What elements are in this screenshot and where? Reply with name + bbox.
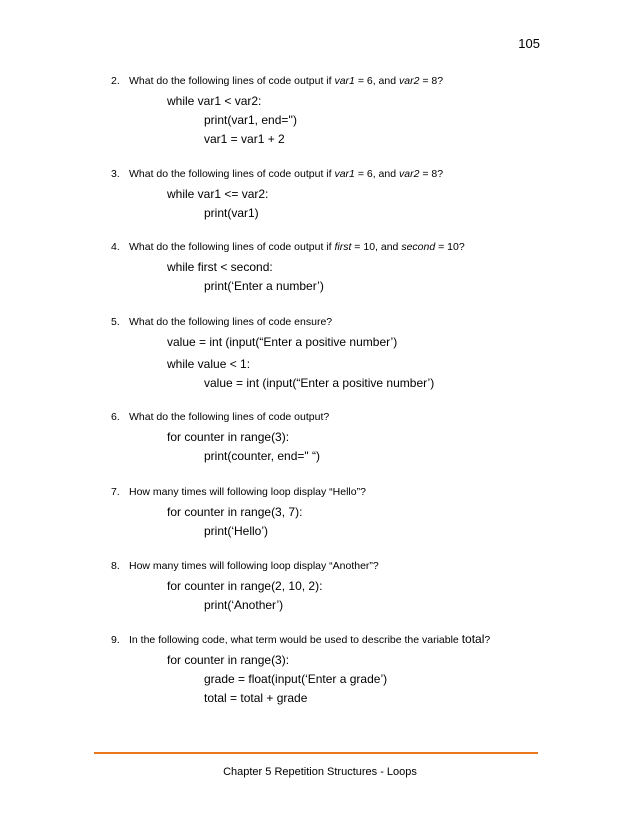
- code-line: print(var1, end=''): [204, 113, 297, 127]
- code-line: print(‘Hello’): [204, 524, 269, 538]
- code-block: [111, 92, 531, 149]
- question-text-part: = 6, and: [354, 75, 399, 87]
- variable-name: var1: [334, 75, 355, 87]
- question-text-part: = 6, and: [354, 168, 399, 180]
- code-line: print(‘Enter a number’): [204, 279, 324, 293]
- code-block: [111, 258, 531, 296]
- code-block: [111, 577, 531, 615]
- code-line: print(var1): [204, 206, 259, 220]
- question-number: 3.: [111, 168, 120, 180]
- question-text-part: How many times will following loop display “Hello”?: [129, 486, 366, 498]
- question-number: 7.: [111, 486, 120, 498]
- question-text-part: What do the following lines of code output if: [129, 168, 335, 180]
- code-block: [111, 185, 531, 223]
- code-block: [111, 503, 531, 541]
- question-text: [111, 240, 531, 254]
- variable-name: var2: [398, 75, 420, 87]
- footer-chapter-title: Chapter 5 Repetition Structures - Loops: [223, 766, 417, 778]
- question-text-part: = 10, and: [351, 241, 402, 253]
- question-number: 8.: [111, 560, 120, 572]
- term-total: total: [461, 632, 485, 646]
- code-line: var1 = var1 + 2: [204, 132, 285, 146]
- question-number: 9.: [111, 634, 120, 646]
- code-line: value = int (input(“Enter a positive number’): [204, 376, 435, 390]
- question-text-part: In the following code, what term would be used to describe the variable: [129, 634, 462, 646]
- question-text-part: How many times will following loop display “Another”?: [129, 560, 379, 572]
- question-5: [111, 315, 531, 393]
- code-line: print(counter, end=" “): [204, 449, 320, 463]
- code-block: [111, 428, 531, 466]
- question-text-part: What do the following lines of code ensure?: [129, 316, 333, 328]
- question-text: [111, 315, 531, 329]
- question-text-part: = 8?: [419, 75, 444, 87]
- question-text: [111, 167, 531, 181]
- code-line: while first < second:: [167, 260, 273, 274]
- question-text: [111, 410, 531, 424]
- question-number: 6.: [111, 411, 120, 423]
- question-text-part: ?: [484, 634, 491, 646]
- code-block: [111, 651, 531, 708]
- page-number: 105: [518, 36, 540, 51]
- variable-name: var2: [398, 168, 420, 180]
- question-8: [111, 559, 531, 615]
- code-line: print(‘Another’): [204, 598, 284, 612]
- code-line: while var1 <= var2:: [167, 187, 269, 201]
- code-line: total = total + grade: [204, 691, 308, 705]
- question-6: [111, 410, 531, 466]
- question-text: [111, 74, 531, 88]
- question-9: [111, 632, 531, 708]
- code-line: for counter in range(3):: [167, 653, 290, 667]
- question-3: [111, 167, 531, 223]
- question-4: [111, 240, 531, 296]
- code-line: while var1 < var2:: [167, 94, 262, 108]
- question-number: 4.: [111, 241, 120, 253]
- code-line: for counter in range(3, 7):: [167, 505, 303, 519]
- question-number: 5.: [111, 316, 120, 328]
- question-text-part: What do the following lines of code output if: [129, 241, 335, 253]
- code-line: for counter in range(3):: [167, 430, 290, 444]
- code-line: while value < 1:: [167, 357, 251, 371]
- question-text: [111, 559, 531, 573]
- code-line: for counter in range(2, 10, 2):: [167, 579, 323, 593]
- question-7: [111, 485, 531, 541]
- question-text-part: = 10?: [435, 241, 465, 253]
- question-text-part: What do the following lines of code output if: [129, 75, 335, 87]
- code-line: value = int (input(“Enter a positive number’): [167, 335, 398, 349]
- code-line: grade = float(input(‘Enter a grade’): [204, 672, 388, 686]
- variable-name: first: [334, 241, 352, 253]
- question-number: 2.: [111, 75, 120, 87]
- question-text-part: What do the following lines of code output?: [129, 411, 330, 423]
- question-2: [111, 74, 531, 149]
- footer-divider: [94, 752, 538, 754]
- code-block: [111, 333, 531, 393]
- question-text-part: = 8?: [419, 168, 444, 180]
- variable-name: second: [401, 241, 436, 253]
- variable-name: var1: [334, 168, 355, 180]
- question-text: [111, 485, 531, 499]
- question-text: [111, 632, 531, 647]
